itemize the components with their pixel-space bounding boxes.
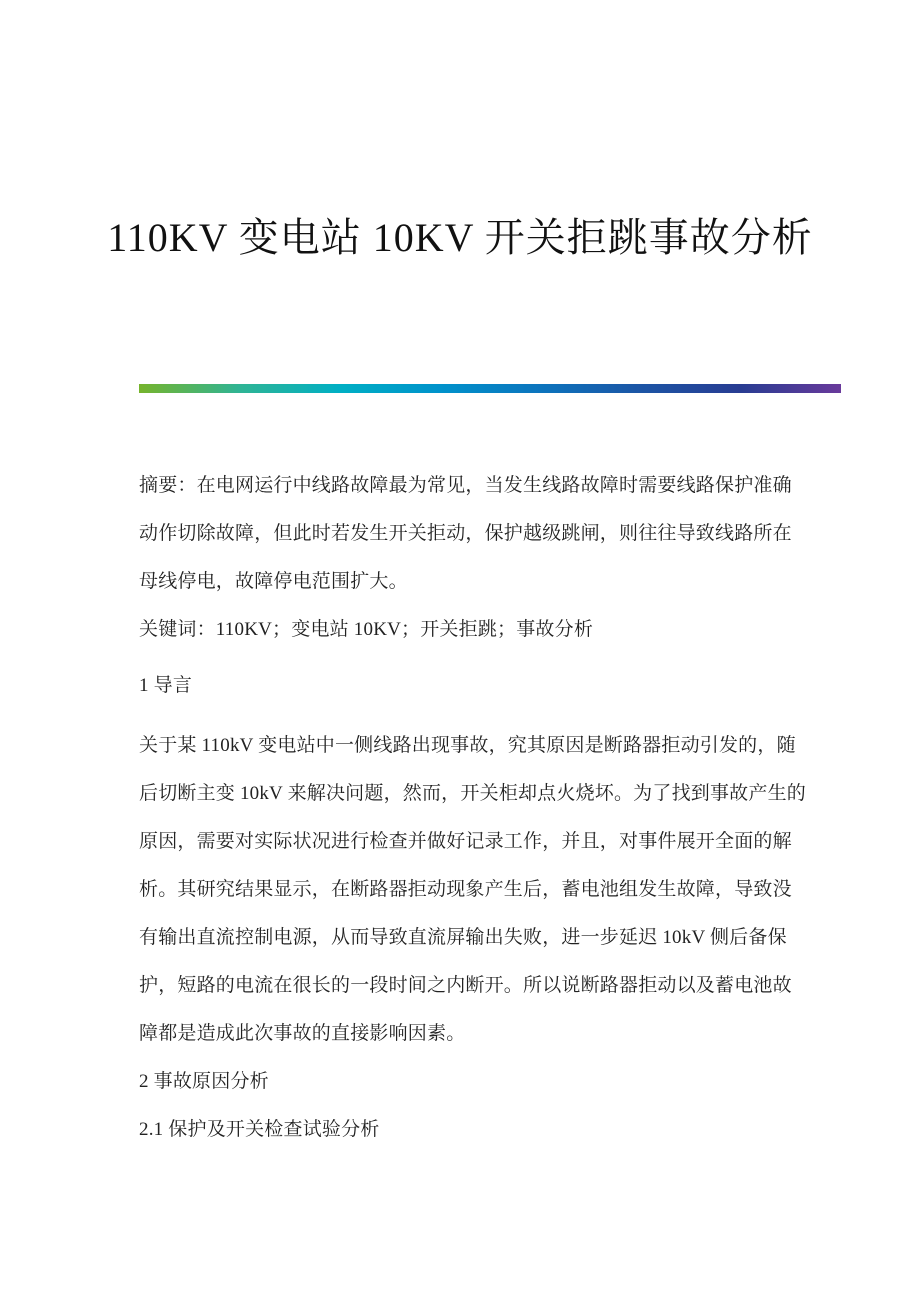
paragraph-line: 后切断主变 10kV 来解决问题，然而，开关柜却点火烧坏。为了找到事故产生的 (139, 783, 806, 804)
paragraph-line: 原因，需要对实际状况进行检查并做好记录工作，并且，对事件展开全面的解 (139, 831, 792, 852)
abstract-line: 动作切除故障，但此时若发生开关拒动，保护越级跳闸，则往往导致线路所在 (139, 523, 792, 544)
paragraph-line: 障都是造成此次事故的直接影响因素。 (139, 1023, 466, 1044)
paragraph-line: 护，短路的电流在很长的一段时间之内断开。所以说断路器拒动以及蓄电池故 (139, 975, 792, 996)
section-heading-2: 2 事故原因分析 (139, 1071, 269, 1092)
paragraph-line: 关于某 110kV 变电站中一侧线路出现事故，究其原因是断路器拒动引发的，随 (139, 735, 796, 756)
abstract-line: 母线停电，故障停电范围扩大。 (139, 571, 408, 592)
section-1-paragraph (139, 722, 810, 1058)
keywords-line: 关键词：110KV；变电站 10KV；开关拒跳；事故分析 (139, 619, 594, 640)
section-heading-1: 1 导言 (139, 675, 193, 696)
gradient-divider (139, 384, 841, 393)
paragraph-line: 有输出直流控制电源，从而导致直流屏输出失败，进一步延迟 10kV 侧后备保 (139, 927, 787, 948)
abstract-paragraph (139, 462, 810, 606)
page-title: 110KV 变电站 10KV 开关拒跳事故分析 (107, 215, 813, 260)
abstract-line: 摘要：在电网运行中线路故障最为常见，当发生线路故障时需要线路保护准确 (139, 475, 792, 496)
document-body (139, 462, 810, 1154)
paragraph-line: 析。其研究结果显示，在断路器拒动现象产生后，蓄电池组发生故障，导致没 (139, 879, 792, 900)
section-heading-2-1: 2.1 保护及开关检查试验分析 (139, 1119, 380, 1140)
